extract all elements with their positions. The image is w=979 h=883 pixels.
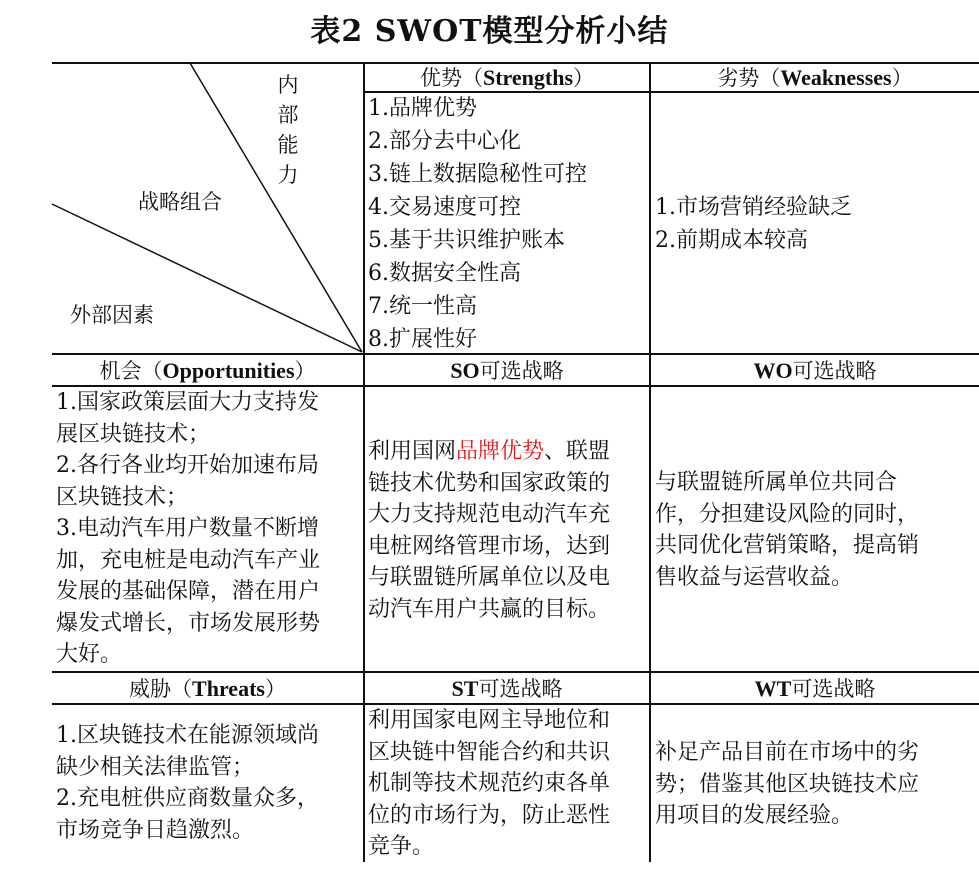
strategy-combination-label: 战略组合 (138, 190, 222, 214)
threats-list: 1.区块链技术在能源领域尚 缺少相关法律监管； 2.充电桩供应商数量众多， 市场竞争日趋激烈。 (56, 723, 319, 843)
wo-strategy-text: 与联盟链所属单位共同合 作，分担建设风险的同时， 共同优化营销策略，提高销 售收益与运营收益。 (655, 470, 920, 590)
wo-strategy-header: WO可选战略 (753, 358, 877, 383)
external-factors-label: 外部因素 (70, 303, 154, 327)
strengths-header: 优势（Strengths） (419, 65, 595, 90)
internal-capability-label: 内 部 能 力 (277, 73, 299, 187)
st-strategy-text: 利用国家电网主导地位和 区块链中智能合约和共识 机制等技术规范约束各单 位的市场行为，防止恶性 竞争。 (368, 708, 611, 859)
list-item: 7.统一性高 (368, 294, 477, 319)
so-strategy-text: 利用国网品牌优势、联盟 链技术优势和国家政策的 大力支持规范电动汽车充 电桩网络管理市场，达到 与联盟链所属单位以及电 动汽车用户共赢的目标。 (368, 439, 611, 622)
list-item: 5.基于共识维护账本 (368, 228, 565, 253)
list-item: 3.链上数据隐秘性可控 (368, 162, 587, 187)
list-item: 8.扩展性好 (368, 327, 477, 352)
threats-header: 威胁（Threats） (129, 676, 286, 701)
list-item: 1.品牌优势 (368, 96, 477, 121)
list-item: 2.前期成本较高 (655, 228, 808, 253)
st-strategy-header: ST可选战略 (451, 676, 563, 701)
list-item: 1.市场营销经验缺乏 (655, 195, 852, 220)
strengths-list (368, 92, 587, 356)
table-title: 表2 SWOT模型分析小结 (310, 14, 669, 49)
list-item: 6.数据安全性高 (368, 261, 521, 286)
list-item: 2.部分去中心化 (368, 129, 521, 154)
highlighted-text: 品牌优势 (456, 439, 545, 464)
wt-strategy-header: WT可选战略 (754, 676, 876, 701)
opportunities-header: 机会（Opportunities） (99, 358, 316, 383)
list-item: 4.交易速度可控 (368, 195, 521, 220)
so-strategy-header: SO可选战略 (450, 358, 564, 383)
wt-strategy-text: 补足产品目前在市场中的劣 势；借鉴其他区块链技术应 用项目的发展经验。 (655, 740, 920, 828)
weaknesses-list (655, 191, 852, 257)
weaknesses-header: 劣势（Weaknesses） (717, 65, 913, 90)
opportunities-list: 1.国家政策层面大力支持发 展区块链技术； 2.各行各业均开始加速布局 区块链技术； 3.电动汽车用户数量不断增 加，充电桩是电动汽车产业 发展的基础保障，潜在用户 爆发式增长，市场发展形势 大好。 (56, 390, 321, 667)
